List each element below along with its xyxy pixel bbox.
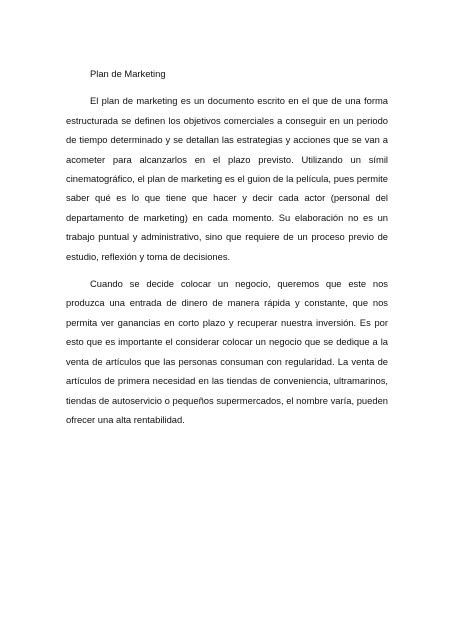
paragraph-business-profitability: Cuando se decide colocar un negocio, queremos que este nos produzca una entrada de dinero de manera rápida y constante, que nos permita ver ganancias en corto plazo y recuperar nuestra inversión. Es por esto que es importante el considerar colocar un negocio que se dedique a la venta de artículos que las personas consuman con regularidad. La venta de artículos de primera necesidad en las tiendas de conveniencia, ultramarinos, tiendas de autoservicio o pequeños supermercados, el nombre varía, pueden ofrecer una alta rentabilidad. [66,278,388,425]
document-body [66,64,388,437]
document-title: Plan de Marketing [90,68,166,79]
paragraph-marketing-plan-definition: El plan de marketing es un documento escrito en el que de una forma estructurada se definen los objetivos comerciales a conseguir en un periodo de tiempo determinado y se detallan las estrategias y acciones que se van a acometer para alcanzarlos en el plazo previsto. Utilizando un símil cinematográfico, el plan de marketing es el guion de la película, pues permite saber qué es lo que tiene que hacer y decir cada actor (personal del departamento de marketing) en cada momento. Su elaboración no es un trabajo puntual y administrativo, sino que requiere de un proceso previo de estudio, reflexión y toma de decisiones. [66,95,388,262]
